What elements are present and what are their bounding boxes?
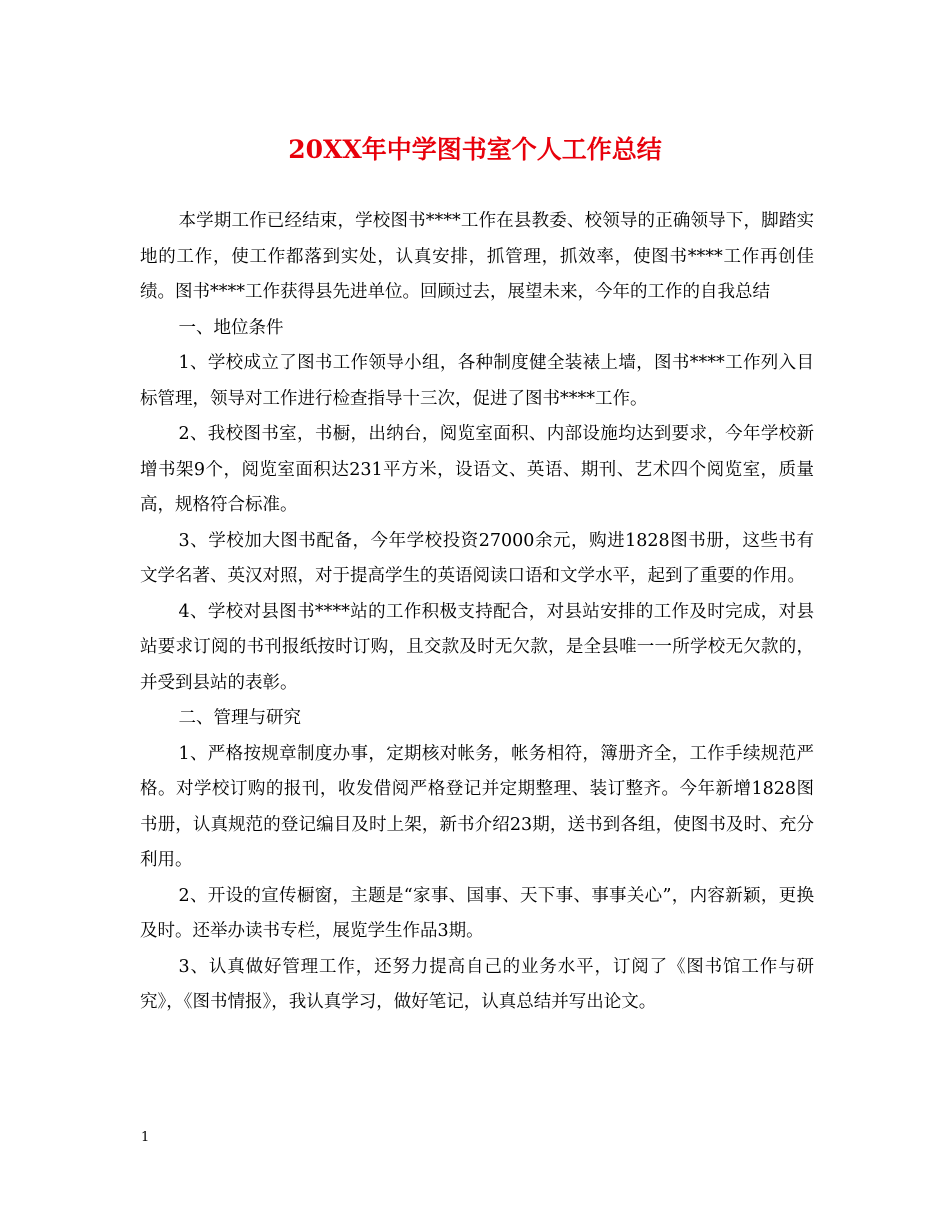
paragraph-2-1: 1、严格按规章制度办事，定期核对帐务，帐务相符，簿册齐全，工作手续规范严格。对学校订购的报刊，收发借阅严格登记并定期整理、装订整齐。今年新增1828图书册，认真规范的登记编目及时上架，新书介绍23期，送书到各组，使图书及时、充分利用。 (140, 743, 814, 870)
paragraph-1-3: 3、学校加大图书配备，今年学校投资27000余元，购进1828图书册，这些书有文学名著、英汉对照，对于提高学生的英语阅读口语和文学水平，起到了重要的作用。 (140, 530, 814, 586)
paragraph-1-4: 4、学校对县图书****站的工作积极支持配合，对县站安排的工作及时完成，对县站要求订阅的书刊报纸按时订购，且交款及时无欠款，是全县唯一一所学校无欠款的，并受到县站的表彰。 (140, 601, 814, 693)
document-title: 20XX年中学图书室个人工作总结 (288, 135, 662, 164)
paragraph-2-2: 2、开设的宣传橱窗，主题是“家事、国事、天下事、事事关心”，内容新颖，更换及时。还举办读书专栏，展览学生作品3期。 (140, 885, 814, 941)
section-heading-1: 一、地位条件 (178, 317, 284, 338)
paragraph-1-2: 2、我校图书室，书橱，出纳台，阅览室面积、内部设施均达到要求，今年学校新增书架9个，阅览室面积达231平方米，设语文、英语、期刊、艺术四个阅览室，质量高，规格符合标准。 (140, 424, 814, 515)
page-number: 1 (141, 1130, 150, 1145)
paragraph-1-1: 1、学校成立了图书工作领导小组，各种制度健全装裱上墙，图书****工作列入目标管理，领导对工作进行检查指导十三次，促进了图书****工作。 (140, 353, 814, 409)
paragraph-intro: 本学期工作已经结束，学校图书****工作在县教委、校领导的正确领导下，脚踏实地的工作，使工作都落到实处，认真安排，抓管理，抓效率，使图书****工作再创佳绩。图书****工作获得县先进单位。回顾过去，展望未来，今年的工作的自我总结 (140, 211, 814, 302)
section-heading-2: 二、管理与研究 (178, 708, 301, 728)
paragraph-2-3: 3、认真做好管理工作，还努力提高自己的业务水平，订阅了《图书馆工作与研究》，《图书情报》，我认真学习，做好笔记，认真总结并写出论文。 (140, 956, 814, 1012)
document-body (140, 204, 814, 1021)
